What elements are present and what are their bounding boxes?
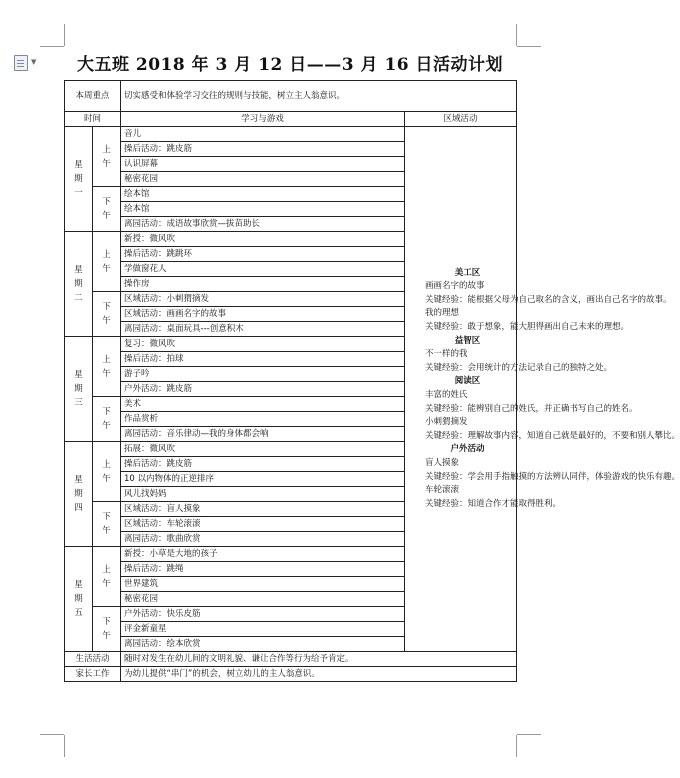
activity-cell: 户外活动：跳皮筋 [121,382,405,397]
day-label [65,127,93,232]
activity-cell: 音儿 [121,127,405,142]
crop-mark [40,46,64,47]
day-label [65,232,93,337]
chevron-down-icon[interactable]: ▼ [31,58,37,66]
activity-cell: 户外活动：快乐皮筋 [121,607,405,622]
activity-cell: 离园活动：桌面玩具---创意积木 [121,322,405,337]
activity-cell: 区域活动：车轮滚滚 [121,517,405,532]
activity-cell: 操作房 [121,277,405,292]
region-heading: 户外活动 [450,444,485,455]
half-day-label-char: 上 [102,354,111,365]
half-day-label-char: 上 [102,144,111,155]
half-day-label-char: 午 [102,316,111,326]
activity-cell: 操后活动：跳皮筋 [121,457,405,472]
learning-header: 学习与游戏 [121,112,405,127]
table-row [65,127,517,142]
day-label-char: 星 [74,580,83,590]
activity-cell: 离园活动：绘本欣赏 [121,637,405,652]
region-text: 关键经验：会用统计的方法记录自己的独特之处。 [425,362,613,373]
region-text: 车轮滚滚 [425,485,460,496]
header-row [65,112,517,127]
region-text: 关键经验：能辨别自己的姓氏，并正确书写自己的姓名。 [425,403,638,414]
day-label-char: 期 [74,279,83,289]
activity-cell: 操后活动：跳皮筋 [121,142,405,157]
crop-mark [40,734,64,735]
half-day-label-char: 上 [102,564,111,575]
activity-cell: 区域活动：小刺猬摘发 [121,292,405,307]
half-day-label [93,442,121,502]
activity-cell: 操后活动：跳绳 [121,562,405,577]
activity-cell: 秘密花园 [121,592,405,607]
focus-label: 本周重点 [65,81,121,112]
activity-cell: 游子吟 [121,367,405,382]
footer-text: 为幼儿提供“串门”的机会，树立幼儿的主人翁意识。 [121,667,517,682]
footer-row [65,667,517,682]
activity-cell: 绘本馆 [121,187,405,202]
region-activities-cell [405,127,680,652]
footer-label: 家长工作 [65,667,121,682]
region-text: 关键经验：知道合作才能取得胜利。 [425,498,562,509]
half-day-label-char: 下 [102,512,111,522]
activity-cell: 区域活动：盲人摸象 [121,502,405,517]
half-day-label [93,397,121,442]
activity-cell: 美术 [121,397,405,412]
activity-cell: 操后活动：拍球 [121,352,405,367]
region-text: 关键经验：敢于想象，能大胆得画出自己未来的理想。 [425,322,630,333]
half-day-label [93,187,121,232]
half-day-label [93,292,121,337]
half-day-label-char: 午 [102,211,111,221]
day-label-char: 一 [74,188,83,198]
activity-cell: 离园活动：成语故事欣赏—拔苗助长 [121,217,405,232]
day-label-char: 三 [74,398,83,408]
half-day-label-char: 下 [102,617,111,627]
activity-cell: 绘本馆 [121,202,405,217]
activity-cell: 评金新童星 [121,622,405,637]
focus-row [65,81,517,112]
activity-cell: 10 以内物体的正逆排序 [121,472,405,487]
region-header: 区域活动 [405,112,517,127]
half-day-label-char: 下 [102,407,111,417]
activity-cell: 操后活动：跳跳环 [121,247,405,262]
crop-mark [64,735,65,757]
region-text: 关键经验：理解故事内容，知道自己就是最好的，不要和别人攀比。 [425,430,680,441]
region-text: 盲人摸象 [425,457,460,468]
half-day-label [93,232,121,292]
half-day-label-char: 午 [102,631,111,641]
activity-plan-table [64,80,680,682]
half-day-label-char: 下 [102,197,111,207]
region-text: 小刺猬摘发 [425,417,468,428]
activity-cell: 新授：微风吹 [121,232,405,247]
region-text: 不一样的我 [425,349,468,360]
region-text: 关键经验：能根据父母为自己取名的含义，画出自己名字的故事。 [425,294,672,305]
region-heading: 美工区 [454,267,481,278]
page-title: 大五班 2018 年 3 月 12 日——3 月 16 日活动计划 [76,55,504,75]
crop-mark [517,734,541,735]
day-label-char: 四 [74,503,83,513]
half-day-label [93,502,121,547]
half-day-label-char: 上 [102,249,111,260]
activity-cell: 复习：微风吹 [121,337,405,352]
activity-cell: 学做窗花人 [121,262,405,277]
day-label-char: 期 [74,384,83,394]
region-heading: 阅读区 [454,376,481,387]
half-day-label [93,547,121,607]
activity-cell: 区域活动：画画名字的故事 [121,307,405,322]
day-label-char: 星 [74,475,83,485]
time-header: 时间 [65,112,121,127]
region-text: 我的理想 [425,308,460,319]
activity-cell: 认识屏幕 [121,157,405,172]
region-text: 关键经验：学会用手指触摸的方法辨认同伴，体验游戏的快乐有趣。 [425,471,680,482]
day-label-char: 星 [74,160,83,170]
crop-mark [64,24,65,46]
activity-cell: 拓展：微风吹 [121,442,405,457]
day-label-char: 二 [74,293,83,303]
day-label-char: 星 [74,265,83,275]
half-day-label [93,607,121,652]
half-day-label-char: 午 [102,473,111,484]
activity-cell: 离园活动：歌曲欣赏 [121,532,405,547]
half-day-label [93,127,121,187]
activity-cell: 新授：小草是大地的孩子 [121,547,405,562]
day-label-char: 期 [74,174,83,184]
day-label-char: 期 [74,489,83,499]
footer-row [65,652,517,667]
footer-label: 生活活动 [65,652,121,667]
day-label-char: 五 [74,608,83,618]
day-label-char: 星 [74,370,83,380]
activity-cell: 作品赏析 [121,412,405,427]
half-day-label [93,337,121,397]
half-day-label-char: 午 [102,368,111,379]
region-heading: 益智区 [454,335,481,346]
half-day-label-char: 午 [102,526,111,536]
activity-cell: 风儿找妈妈 [121,487,405,502]
half-day-label-char: 午 [102,578,111,589]
document-icon[interactable] [14,55,28,71]
footer-text: 随时对发生在幼儿间的文明礼貌、谦让合作等行为给予肯定。 [121,652,517,667]
half-day-label-char: 上 [102,459,111,470]
crop-mark [517,46,541,47]
half-day-label-char: 下 [102,302,111,312]
activity-cell: 秘密花园 [121,172,405,187]
day-label [65,337,93,442]
focus-text: 切实感受和体验学习交往的规则与技能，树立主人翁意识。 [121,81,517,112]
crop-mark [516,24,517,46]
half-day-label-char: 午 [102,158,111,169]
half-day-label-char: 午 [102,263,111,274]
day-label-char: 期 [74,594,83,604]
half-day-label-char: 午 [102,421,111,431]
activity-cell: 世界建筑 [121,577,405,592]
day-label [65,547,93,652]
day-label [65,442,93,547]
crop-mark [516,735,517,757]
activity-cell: 离园活动：音乐律动—我的身体都会响 [121,427,405,442]
region-text: 丰富的姓氏 [425,390,468,400]
region-text: 画画名字的故事 [425,281,485,292]
